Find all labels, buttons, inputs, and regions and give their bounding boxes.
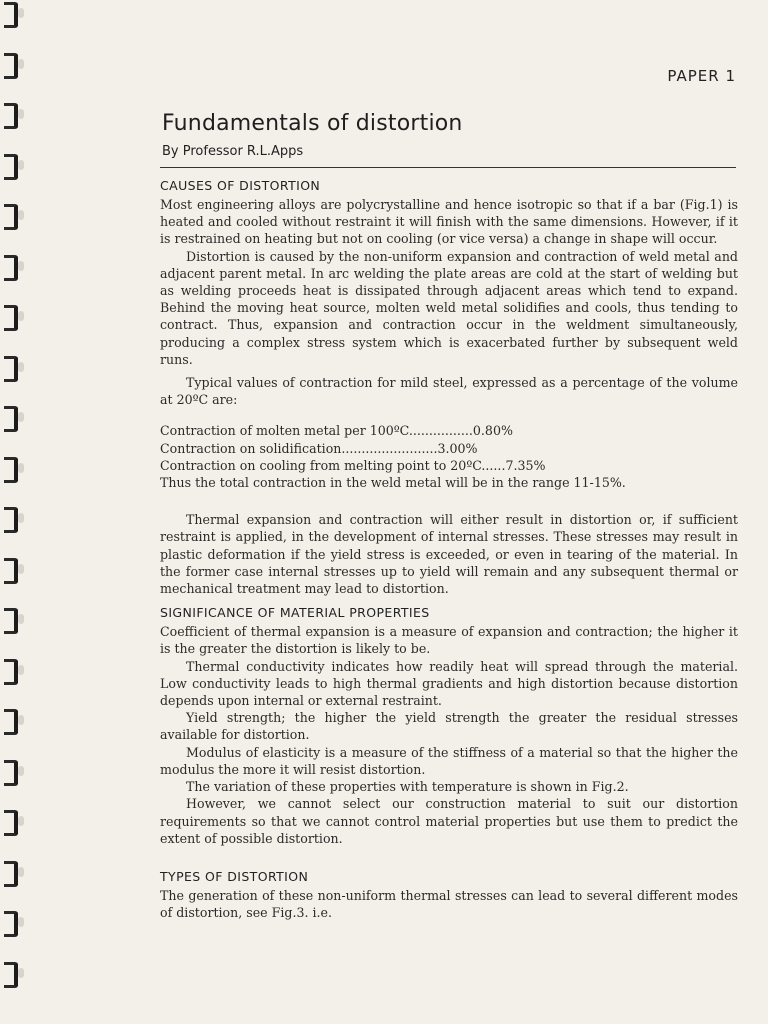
paragraph: Coefficient of thermal expansion is a measure of expansion and contraction; the higher it is the greater the distortion is likely to be. — [160, 624, 738, 657]
paragraph: Thermal conductivity indicates how readily heat will spread through the material. Low conductivity leads to high thermal gradients and high distortion because distortion depends upon internal or external restraint. — [160, 658, 738, 709]
paragraph: Modulus of elasticity is a measure of the stiffness of a material so that the higher the modulus the more it will resist distortion. — [160, 744, 738, 777]
binding-ring — [4, 255, 18, 277]
binding-ring — [4, 911, 18, 933]
paragraph: Most engineering alloys are polycrystalline and hence isotropic so that if a bar (Fig.1) is heated and cooled without restraint it will finish with the same dimensions. However, if it is restrained on heating but not on cooling (or vice versa) a change in shape will occur. — [160, 197, 738, 247]
value-line: Contraction on cooling from melting point to 20ºC......7.35% — [160, 457, 546, 473]
binding-ring — [4, 204, 18, 226]
binding-ring — [4, 53, 18, 75]
binding-ring — [4, 861, 18, 883]
document-body — [160, 176, 738, 921]
paragraph: However, we cannot select our construction material to suit our distortion requirements so that we cannot control material properties but use them to predict the extent of possible distortion. — [160, 796, 738, 846]
paragraph: Yield strength; the higher the yield strength the greater the residual stresses available for distortion. — [160, 710, 738, 743]
value-line: Contraction on solidification........................3.00% — [160, 440, 478, 456]
binding-ring — [4, 507, 18, 529]
binding-ring — [4, 457, 18, 479]
binding-ring — [4, 962, 18, 984]
paragraph: The variation of these properties with temperature is shown in Fig.2. — [186, 779, 629, 795]
value-line: Thus the total contraction in the weld metal will be in the range 11-15%. — [160, 475, 626, 491]
binding-ring — [4, 154, 18, 176]
binding-ring — [4, 305, 18, 327]
binding-ring — [4, 659, 18, 681]
binding-ring — [4, 356, 18, 378]
section-heading-types: TYPES OF DISTORTION — [160, 868, 309, 884]
author-byline: By Professor R.L.Apps — [162, 144, 304, 159]
binding-ring — [4, 608, 18, 630]
page-title: Fundamentals of distortion — [162, 110, 463, 136]
paragraph: Thermal expansion and contraction will either result in distortion or, if sufficient restraint is applied, in the development of internal stresses. These stresses may result in plastic deformation if the yield stress is exceeded, or even in tearing of the material. In the former case internal stresses up to yield will remain and any subsequent thermal or mechanical treatment may lead to distortion. — [160, 512, 738, 597]
value-line: Contraction of molten metal per 100ºC................0.80% — [160, 423, 513, 439]
binding-ring — [4, 760, 18, 782]
binding-ring — [4, 810, 18, 832]
binding-ring — [4, 2, 18, 24]
header-divider — [160, 167, 736, 168]
paragraph: Distortion is caused by the non-uniform expansion and contraction of weld metal and adjacent parent metal. In arc welding the plate areas are cold at the start of welding but as welding proceeds heat is dissipated through adjacent areas which tend to expand. Behind the moving heat source, molten weld metal solidifies and cools, thus tending to contract. Thus, expansion and contraction occur in the weldment simultaneously, producing a complex stress system which is exacerbated further by subsequent weld runs. — [160, 248, 738, 367]
section-heading-significance: SIGNIFICANCE OF MATERIAL PROPERTIES — [160, 605, 430, 621]
contraction-values — [160, 422, 738, 491]
binding-ring — [4, 406, 18, 428]
binding-ring — [4, 558, 18, 580]
paper-label: PAPER 1 — [667, 67, 736, 85]
section-heading-causes: CAUSES OF DISTORTION — [160, 178, 321, 193]
binding-ring — [4, 709, 18, 731]
paragraph: The generation of these non-uniform thermal stresses can lead to several different modes of distortion, see Fig.3. i.e. — [160, 887, 738, 921]
paragraph: Typical values of contraction for mild steel, expressed as a percentage of the volume at 20ºC are: — [160, 375, 738, 408]
spiral-binding — [0, 0, 26, 1024]
binding-ring — [4, 103, 18, 125]
